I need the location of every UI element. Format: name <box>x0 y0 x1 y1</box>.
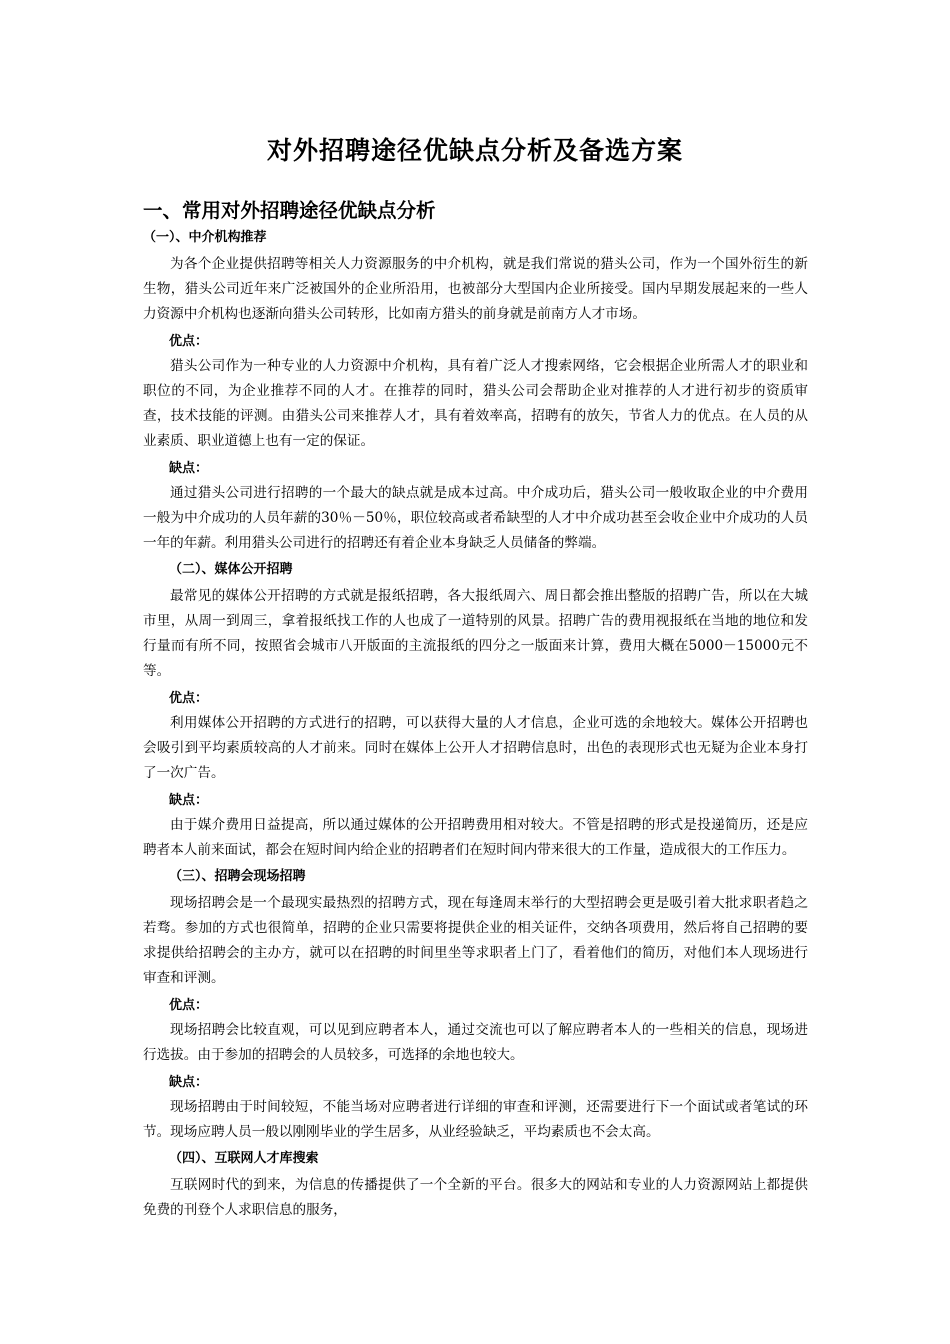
document-body <box>143 196 808 1225</box>
subsection-heading: （四）、互联网人才库搜索 <box>169 1151 319 1166</box>
pros-label: 优点： <box>169 334 209 349</box>
cons-label: 缺点： <box>169 1075 209 1090</box>
cons-label: 缺点： <box>169 461 209 476</box>
subsection-intro: 现场招聘会是一个最现实最热烈的招聘方式，现在每逢周末举行的大型招聘会更是吸引着大批求职者趋之若骛。参加的方式也很简单，招聘的企业只需要将提供企业的相关证件，交纳各项费用，然后将自己招聘的要求提供给招聘会的主办方，就可以在招聘的时间里坐等求职者上门了，看着他们的简历，对他们本人现场进行审查和评测。 <box>143 895 808 986</box>
subsection-intro: 最常见的媒体公开招聘的方式就是报纸招聘，各大报纸周六、周日都会推出整版的招聘广告，所以在大城市里，从周一到周三，拿着报纸找工作的人也成了一道特别的风景。招聘广告的费用视报纸在当地的地位和发行量而有所不同，按照省会城市八开版面的主流报纸的四分之一版面来计算，费用大概在5000－15000元不等。 <box>143 588 808 679</box>
pros-label: 优点： <box>169 998 209 1013</box>
subsection-heading: （二）、媒体公开招聘 <box>169 562 293 577</box>
subsection-intro: 互联网时代的到来，为信息的传播提供了一个全新的平台。很多大的网站和专业的人力资源网站上都提供免费的刊登个人求职信息的服务， <box>143 1177 808 1218</box>
subsection-agency <box>143 226 808 556</box>
section-title: 一、常用对外招聘途径优缺点分析 <box>143 199 436 222</box>
cons-text: 由于媒介费用日益提高，所以通过媒体的公开招聘费用相对较大。不管是招聘的形式是投递简历，还是应聘者本人前来面试，都会在短时间内给企业的招聘者们在短时间内带来很大的工作量，造成很大的工作压力。 <box>143 817 808 858</box>
pros-text: 猎头公司作为一种专业的人力资源中介机构，具有着广泛人才搜索网络，它会根据企业所需人才的职业和职位的不同，为企业推荐不同的人才。在推荐的同时，猎头公司会帮助企业对推荐的人才进行初步的资质审查，技术技能的评测。由猎头公司来推荐人才，具有着效率高，招聘有的放矢，节省人力的优点。在人员的从业素质、职业道德上也有一定的保证。 <box>143 358 808 449</box>
cons-text: 现场招聘由于时间较短，不能当场对应聘者进行详细的审查和评测，还需要进行下一个面试或者笔试的环节。现场应聘人员一般以刚刚毕业的学生居多，从业经验缺乏，平均素质也不会太高。 <box>143 1099 808 1140</box>
pros-label: 优点： <box>169 691 209 706</box>
subsection-internet <box>143 1147 808 1223</box>
cons-text: 通过猎头公司进行招聘的一个最大的缺点就是成本过高。中介成功后，猎头公司一般收取企业的中介费用一般为中介成功的人员年薪的30％－50％，职位较高或者希缺型的人才中介成功甚至会收企业中介成功的人员一年的年薪。利用猎头公司进行的招聘还有着企业本身缺乏人员储备的弊端。 <box>143 485 808 551</box>
subsection-intro: 为各个企业提供招聘等相关人力资源服务的中介机构，就是我们常说的猎头公司，作为一个国外衍生的新生物，猎头公司近年来广泛被国外的企业所沿用，也被部分大型国内企业所接受。国内早期发展起来的一些人力资源中介机构也逐渐向猎头公司转形，比如南方猎头的前身就是前南方人才市场。 <box>143 256 808 322</box>
pros-text: 利用媒体公开招聘的方式进行的招聘，可以获得大量的人才信息，企业可选的余地较大。媒体公开招聘也会吸引到平均素质较高的人才前来。同时在媒体上公开人才招聘信息时，出色的表现形式也无疑为企业本身打了一次广告。 <box>143 715 808 781</box>
document-title: 对外招聘途径优缺点分析及备选方案 <box>266 136 683 165</box>
subsection-heading: （三）、招聘会现场招聘 <box>169 869 306 884</box>
subsection-heading: （一）、中介机构推荐 <box>143 230 267 245</box>
cons-label: 缺点： <box>169 793 209 808</box>
pros-text: 现场招聘会比较直观，可以见到应聘者本人，通过交流也可以了解应聘者本人的一些相关的信息，现场进行选拔。由于参加的招聘会的人员较多，可选择的余地也较大。 <box>143 1022 808 1063</box>
subsection-media <box>143 558 808 863</box>
subsection-job-fair <box>143 865 808 1145</box>
